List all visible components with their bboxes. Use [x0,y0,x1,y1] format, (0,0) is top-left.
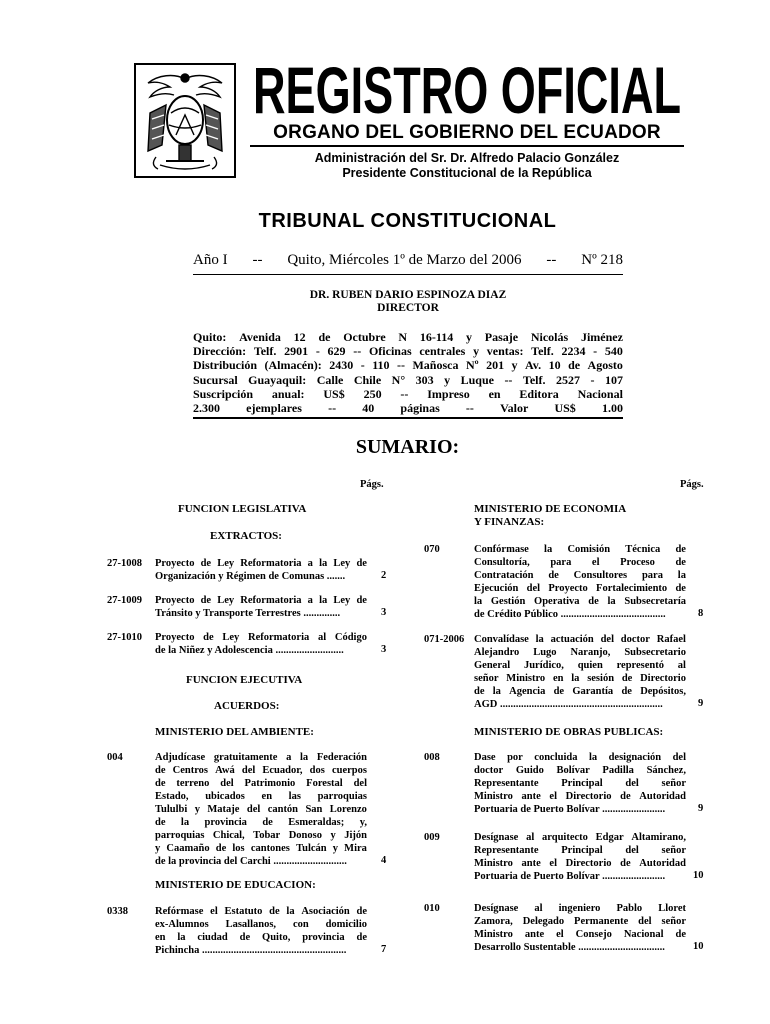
entry-page: 3 [381,607,387,618]
acuerdos-heading: ACUERDOS: [214,700,280,712]
entry-number: 0338 [107,906,128,917]
ministerio-ambiente-heading: MINISTERIO DEL AMBIENTE: [155,726,314,738]
entry-page: 7 [381,944,387,955]
director-name: DR. RUBEN DARIO ESPINOZA DIAZ [309,289,507,301]
info-line: 2.300 ejemplares -- 40 páginas -- Valor US$ 1.00 [193,401,623,416]
sumario-title: SUMARIO: [355,436,460,458]
entry-number: 27-1009 [107,595,142,606]
entry-page: 10 [693,870,704,881]
issue-place-date: Quito, Miércoles 1º de Marzo del 2006 [287,252,522,268]
ministerio-economia-heading: MINISTERIO DE ECONOMIA [474,503,627,515]
administration-line: Administración del Sr. Dr. Alfredo Palacio González [314,151,620,165]
ecuador-coat-of-arms-icon [136,65,234,176]
funcion-legislativa-heading: FUNCION LEGISLATIVA [178,503,307,515]
entry-page: 8 [698,608,704,619]
registro-oficial-title: REGISTRO OFICIAL [253,58,681,121]
publisher-info [193,330,623,415]
info-line: Suscripción anual: US$ 250 -- Impreso en Editora Nacional [193,386,623,401]
issue-line [193,252,623,269]
issue-year: Año I [193,252,228,268]
entry-text: Proyecto de Ley Reformatoria al Código de la Niñez y Adolescencia .......................... [155,632,367,656]
funcion-ejecutiva-heading: FUNCION EJECUTIVA [186,674,303,686]
info-line: Distribución (Almacén): 2430 - 110 -- Mañosca Nº 201 y Av. 10 de Agosto [193,358,623,373]
director-title: DIRECTOR [377,302,439,314]
extractos-heading: EXTRACTOS: [210,530,282,542]
entry-text: Convalídase la actuación del doctor Rafael Alejandro Lugo Naranjo, Subsecretario General Jurídico, quien representó al señor Ministro en la sesión de Directorio de la Agencia de Garantía de Depósitos, AGD .............................................................. [474,634,686,710]
info-divider [193,417,623,419]
president-line: Presidente Constitucional de la República [342,166,592,180]
entry-number: 071-2006 [424,634,465,645]
issue-separator: -- [546,252,557,268]
masthead-divider [250,145,684,147]
pags-label-left: Págs. [360,479,384,490]
entry-text: Confórmase la Comisión Técnica de Consultoría, para el Proceso de Contratación de Consultores para la Ejecución del Proyecto Fortalecimiento de la Gestión Operativa de la Subsecretaría de Crédito Público ........................................ [474,544,686,620]
entry-page: 10 [693,941,704,952]
pags-label-right: Págs. [680,479,704,490]
ministerio-educacion-heading: MINISTERIO DE EDUCACION: [155,879,316,891]
info-line: Dirección: Telf. 2901 - 629 -- Oficinas centrales y ventas: Telf. 2234 - 540 [193,344,623,359]
issue-divider [193,274,623,275]
issue-separator: -- [252,252,263,268]
entry-page: 4 [381,855,387,866]
entry-text: Refórmase el Estatuto de la Asociación de ex-Alumnos Lasallanos, con domicilio en la ciudad de Quito, provincia de Pichincha ....................................................... [155,906,367,956]
ministerio-economia-heading-2: Y FINANZAS: [474,516,545,528]
entry-text: Proyecto de Ley Reformatoria a la Ley de Organización y Régimen de Comunas ....... [155,558,367,582]
ministerio-obras-heading: MINISTERIO DE OBRAS PUBLICAS: [474,726,664,738]
entry-number: 008 [424,752,440,763]
masthead-title [250,58,684,121]
entry-page: 2 [381,570,387,581]
entry-number: 27-1010 [107,632,142,643]
entry-text: Adjudícase gratuitamente a la Federación de Centros Awá del Ecuador, dos cuerpos de terreno del Patrimonio Forestal del Estado, ubicados en las parroquias Tululbi y Mataje del cantón San Lorenzo de la provincia de Esmeraldas; y, parroquias Chical, Tobar Donoso y Jijón y Caamaño de los cantones Tulcán y Mira de la provincia del Carchi ............................ [155,752,367,867]
entry-text: Dase por concluida la designación del doctor Guido Bolívar Padilla Sánchez, Representante Principal del señor Ministro ante el Directorio de Autoridad Portuaria de Puerto Bolívar ........................ [474,752,686,815]
info-line: Quito: Avenida 12 de Octubre N 16-114 y Pasaje Nicolás Jiménez [193,330,623,344]
entry-number: 27-1008 [107,558,142,569]
entry-page: 9 [698,803,704,814]
entry-text: Proyecto de Ley Reformatoria a la Ley de Tránsito y Transporte Terrestres .............. [155,595,367,619]
entry-number: 004 [107,752,123,763]
entry-number: 009 [424,832,440,843]
entry-text: Desígnase al arquitecto Edgar Altamirano, Representante Principal del señor Ministro ante el Directorio de Autoridad Portuaria de Puerto Bolívar ........................ [474,832,686,882]
entry-number: 010 [424,903,440,914]
entry-page: 9 [698,698,704,709]
entry-number: 070 [424,544,440,555]
entry-text: Desígnase al ingeniero Pablo Lloret Zamora, Delegado Permanente del señor Ministro ante el Consejo Nacional de Desarrollo Sustentable ................................. [474,903,686,953]
issue-number: Nº 218 [581,252,623,268]
info-line: Sucursal Guayaquil: Calle Chile N° 303 y Luque -- Telf. 2527 - 107 [193,372,623,387]
entry-page: 3 [381,644,387,655]
section-title: TRIBUNAL CONSTITUCIONAL [258,210,557,232]
masthead-subtitle: ORGANO DEL GOBIERNO DEL ECUADOR [273,122,661,143]
coat-of-arms [134,63,236,178]
